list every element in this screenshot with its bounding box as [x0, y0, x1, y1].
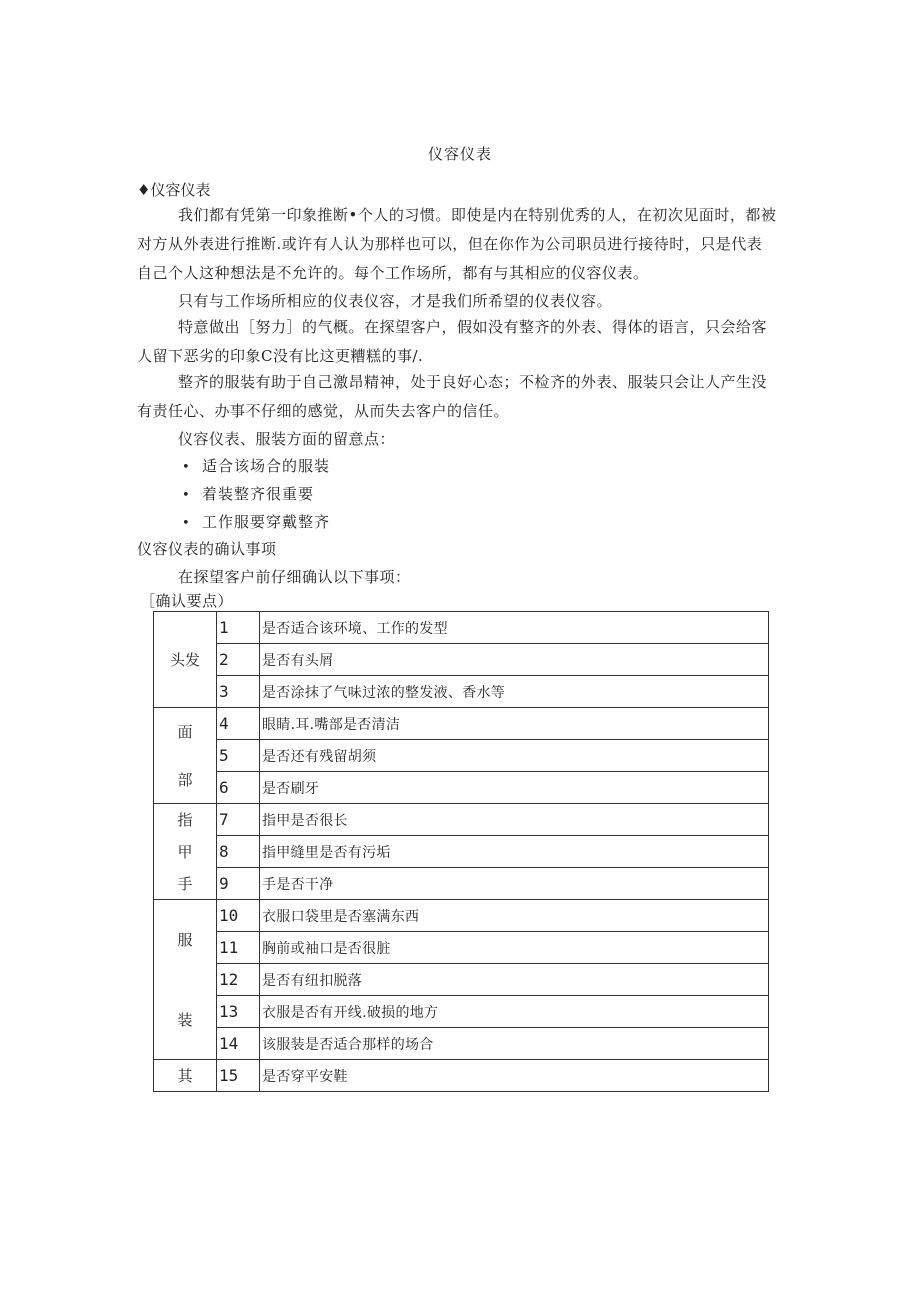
category-cell	[154, 612, 217, 708]
table-row	[154, 772, 769, 804]
item-text: 衣服是否有开线.破损的地方	[260, 996, 769, 1028]
item-text: 指甲缝里是否有污垢	[260, 836, 769, 868]
paragraph-attention-points: 仪容仪表、服装方面的留意点：	[178, 430, 396, 448]
confirmation-table	[153, 611, 769, 1092]
paragraph-first-impression: 我们都有凭第一印象推断•个人的习惯。即使是内在特别优秀的人，在初次见面时，都被对方从外表进行推断.或许有人认为那样也可以，但在你作为公司职员进行接待时，只是代表自己个人这种想法是不允许的。每个工作场所，都有与其相应的仪容仪表。	[137, 206, 777, 282]
table-row	[154, 996, 769, 1028]
item-number: 6	[217, 772, 260, 804]
table-row	[154, 612, 769, 644]
table-row	[154, 644, 769, 676]
item-number: 7	[217, 804, 260, 836]
table-row	[154, 836, 769, 868]
item-text: 胸前或袖口是否很脏	[260, 932, 769, 964]
item-text: 眼睛.耳.嘴部是否清洁	[260, 708, 769, 740]
item-text: 衣服口袋里是否塞满东西	[260, 900, 769, 932]
item-number: 13	[217, 996, 260, 1028]
item-number: 14	[217, 1028, 260, 1060]
category-cell	[154, 804, 217, 900]
category-label: 部	[177, 770, 193, 789]
item-number: 2	[217, 644, 260, 676]
item-text: 指甲是否很长	[260, 804, 769, 836]
list-item: • 适合该场合的服装	[182, 452, 330, 480]
bullet-dot-icon: •	[182, 460, 191, 475]
item-number: 4	[217, 708, 260, 740]
category-label: 头发	[169, 651, 200, 669]
table-row	[154, 1028, 769, 1060]
table-row	[154, 740, 769, 772]
table-row	[154, 868, 769, 900]
section-heading: ♦仪容仪表	[137, 181, 211, 199]
table-row	[154, 932, 769, 964]
category-label: 其	[177, 1067, 193, 1085]
category-label: 面	[177, 723, 193, 742]
category-label: 手	[177, 874, 193, 893]
table-row	[154, 676, 769, 708]
bullet-dot-icon: •	[182, 516, 191, 531]
category-label: 指	[177, 811, 193, 830]
list-item: • 着装整齐很重要	[182, 480, 330, 508]
category-cell	[154, 900, 217, 1060]
item-text: 是否适合该环境、工作的发型	[260, 612, 769, 644]
item-number: 1	[217, 612, 260, 644]
item-number: 9	[217, 868, 260, 900]
item-text: 是否刷牙	[260, 772, 769, 804]
table-caption: ［确认要点）	[140, 592, 234, 610]
category-cell	[154, 1060, 217, 1092]
table-row	[154, 804, 769, 836]
item-number: 11	[217, 932, 260, 964]
item-number: 8	[217, 836, 260, 868]
paragraph-effort: 特意做出［努力］的气概。在探望客户，假如没有整齐的外表、得体的语言，只会给客人留下恶劣的印象C没有比这更糟糕的事/.	[137, 318, 768, 365]
table-row	[154, 1060, 769, 1092]
category-cell	[154, 708, 217, 804]
list-item: • 工作服要穿戴整齐	[182, 508, 330, 536]
category-label: 甲	[177, 842, 193, 861]
item-text: 是否涂抹了气味过浓的整发液、香水等	[260, 676, 769, 708]
item-number: 10	[217, 900, 260, 932]
paragraph-appropriate-appearance: 只有与工作场所相应的仪表仪容，才是我们所希望的仪表仪容。	[178, 292, 613, 310]
item-number: 5	[217, 740, 260, 772]
category-label: 装	[177, 1010, 193, 1029]
item-text: 是否穿平安鞋	[260, 1060, 769, 1092]
table-row	[154, 900, 769, 932]
page-title: 仪容仪表	[427, 145, 492, 163]
item-text: 是否有头屑	[260, 644, 769, 676]
item-text: 是否还有残留胡须	[260, 740, 769, 772]
confirm-heading: 仪容仪表的确认事项	[137, 540, 277, 558]
category-label: 服	[177, 931, 193, 950]
confirm-intro: 在探望客户前仔细确认以下事项：	[178, 568, 411, 586]
item-text: 是否有纽扣脱落	[260, 964, 769, 996]
table-row	[154, 708, 769, 740]
item-number: 15	[217, 1060, 260, 1092]
attention-bullet-list	[182, 452, 330, 536]
bullet-dot-icon: •	[182, 488, 191, 503]
item-text: 手是否干净	[260, 868, 769, 900]
paragraph-neat-clothing: 整齐的服装有助于自己激昂精神，处于良好心态；不检齐的外表、服装只会让人产生没有责任心、办事不仔细的感觉，从而失去客户的信任。	[137, 373, 768, 420]
table-row	[154, 964, 769, 996]
item-text: 该服装是否适合那样的场合	[260, 1028, 769, 1060]
item-number: 12	[217, 964, 260, 996]
item-number: 3	[217, 676, 260, 708]
